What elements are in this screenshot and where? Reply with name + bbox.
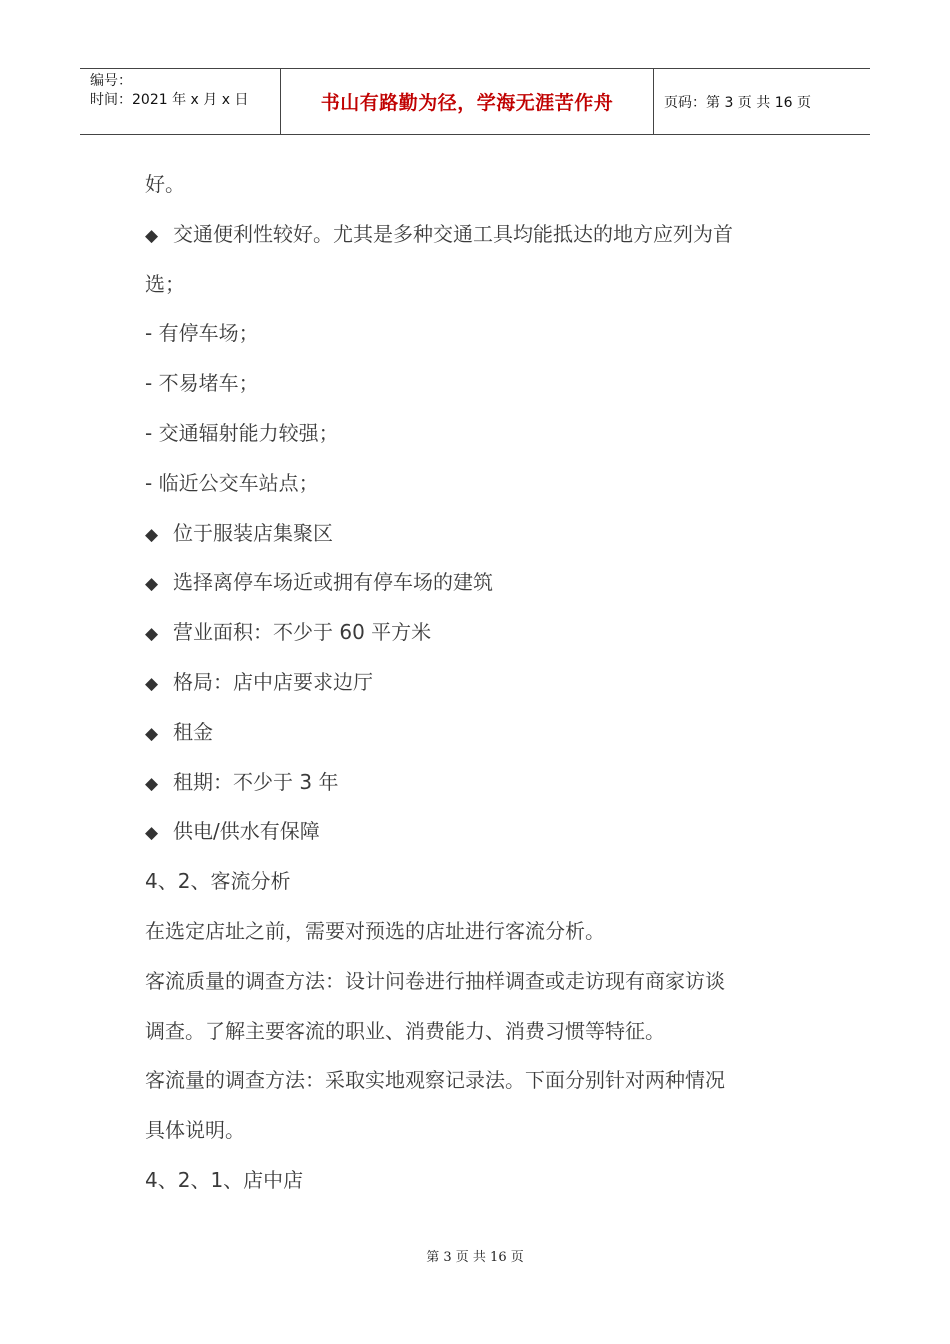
document-number-label: 编号： [90, 73, 132, 89]
bullet-text: 位于服装店集聚区 [173, 520, 333, 545]
bullet-text: 供电/供水有保障 [173, 819, 320, 844]
document-body [145, 160, 825, 1206]
diamond-bullet-icon: ◆ [145, 524, 159, 545]
bullet-item [145, 210, 825, 260]
header-meta [80, 69, 281, 134]
header-motto-cell [281, 69, 654, 134]
diamond-bullet-icon: ◆ [145, 574, 159, 595]
dash-item: - 不易堵车； [145, 371, 259, 396]
dash-item: - 临近公交车站点； [145, 470, 319, 495]
paragraph-line: 具体说明。 [145, 1118, 245, 1143]
diamond-bullet-icon: ◆ [145, 723, 159, 744]
bullet-item [145, 708, 825, 758]
paragraph-line: 客流量的调查方法：采取实地观察记录法。下面分别针对两种情况 [145, 1068, 725, 1093]
bullet-item [145, 608, 825, 658]
subsection-heading: 4、2、1、店中店 [145, 1167, 304, 1192]
paragraph-line: 好。 [145, 172, 185, 196]
header-page-info-cell [654, 69, 870, 134]
diamond-bullet-icon: ◆ [145, 773, 159, 794]
paragraph-line: 选； [145, 271, 185, 296]
header-motto: 书山有路勤为径，学海无涯苦作舟 [320, 92, 614, 114]
paragraph-line: 客流质量的调查方法：设计问卷进行抽样调查或走访现有商家访谈 [145, 968, 725, 993]
page-footer: 第 3 页 共 16 页 [426, 1250, 524, 1265]
diamond-bullet-icon: ◆ [145, 225, 159, 246]
document-time-label: 时间：2021 年 x 月 x 日 [90, 92, 249, 108]
bullet-text: 交通便利性较好。尤其是多种交通工具均能抵达的地方应列为首 [173, 221, 733, 246]
bullet-item [145, 658, 825, 708]
paragraph-line: 调查。了解主要客流的职业、消费能力、消费习惯等特征。 [145, 1018, 665, 1043]
bullet-text: 营业面积：不少于 60 平方米 [173, 620, 432, 645]
diamond-bullet-icon: ◆ [145, 624, 159, 645]
bullet-item [145, 509, 825, 559]
bullet-text: 租金 [173, 719, 213, 744]
bullet-item [145, 558, 825, 608]
bullet-text: 格局：店中店要求边厅 [173, 669, 373, 694]
diamond-bullet-icon: ◆ [145, 823, 159, 844]
bullet-text: 选择离停车场近或拥有停车场的建筑 [173, 570, 493, 595]
dash-item: - 交通辐射能力较强； [145, 420, 339, 445]
bullet-item [145, 758, 825, 808]
diamond-bullet-icon: ◆ [145, 673, 159, 694]
header-page-info: 页码：第 3 页 共 16 页 [664, 94, 811, 111]
page-header [80, 68, 870, 135]
paragraph-line: 在选定店址之前，需要对预选的店址进行客流分析。 [145, 918, 605, 943]
section-heading: 4、2、客流分析 [145, 869, 291, 894]
bullet-item [145, 807, 825, 857]
dash-item: - 有停车场； [145, 321, 259, 346]
bullet-text: 租期：不少于 3 年 [173, 769, 339, 794]
